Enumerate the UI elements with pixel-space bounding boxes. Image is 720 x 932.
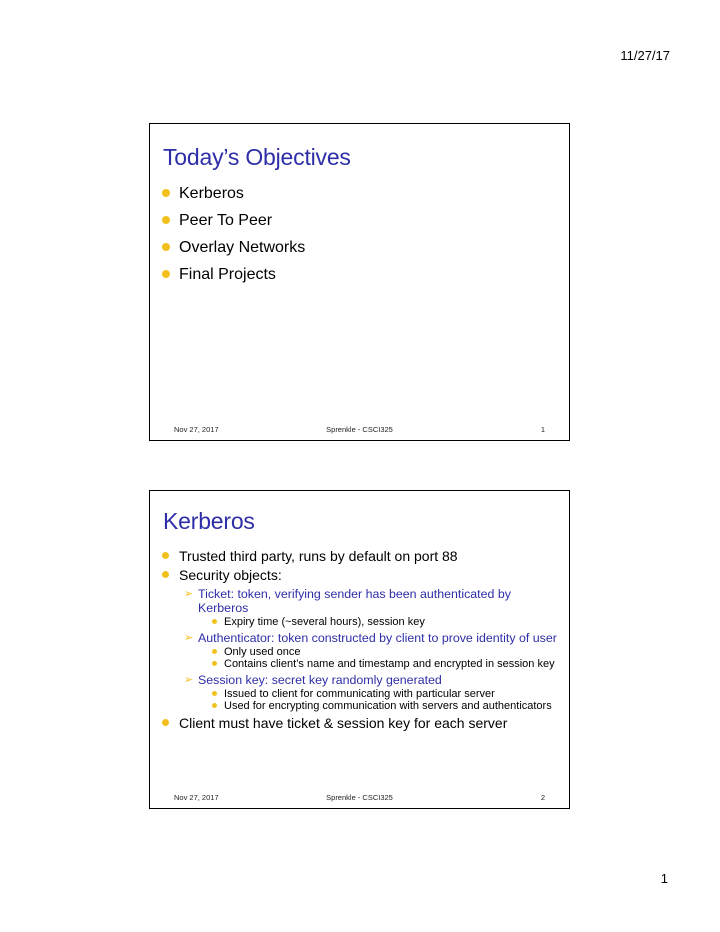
sub-sub-bullet: Used for encrypting communication with servers and authenticators <box>211 700 557 713</box>
sub-sub-list <box>211 688 557 713</box>
arrow-bullet-icon: ➢ <box>184 673 194 686</box>
slide-2 <box>149 490 570 809</box>
bullet-peer-to-peer: Peer To Peer <box>162 207 557 234</box>
sub-bullet-list <box>184 587 557 713</box>
page-date: 11/27/17 <box>620 48 670 63</box>
page-number: 1 <box>660 871 668 886</box>
sub-sub-bullet: Only used once <box>211 646 557 659</box>
sub-bullet-authenticator <box>184 631 557 671</box>
bullet-security-objects <box>162 566 557 713</box>
sub-bullet-text: Session key: secret key randomly generated <box>198 672 442 687</box>
bullet-trusted-third-party: Trusted third party, runs by default on port 88 <box>162 547 557 566</box>
bullet-list <box>162 180 557 288</box>
sub-sub-bullet: Issued to client for communicating with particular server <box>211 688 557 701</box>
bullet-overlay-networks: Overlay Networks <box>162 234 557 261</box>
footer-author: Sprenkle - CSCI325 <box>326 793 393 802</box>
footer-date: Nov 27, 2017 <box>174 793 219 802</box>
bullet-kerberos: Kerberos <box>162 180 557 207</box>
slide-title: Kerberos <box>163 508 255 534</box>
sub-bullet-text: Authenticator: token constructed by client to prove identity of user <box>198 630 557 645</box>
footer-author: Sprenkle - CSCI325 <box>326 425 393 434</box>
footer-slide-number: 1 <box>540 425 545 434</box>
sub-sub-bullet: Contains client’s name and timestamp and encrypted in session key <box>211 658 557 671</box>
bullet-label: Security objects: <box>179 567 282 583</box>
slide-footer <box>174 793 545 802</box>
sub-sub-list <box>211 646 557 671</box>
sub-bullet-ticket <box>184 587 557 629</box>
sub-bullet-text: Ticket: token, verifying sender has been authenticated by Kerberos <box>198 587 511 615</box>
arrow-bullet-icon: ➢ <box>184 588 194 600</box>
slide-1 <box>149 123 570 441</box>
bullet-list <box>162 547 557 733</box>
arrow-bullet-icon: ➢ <box>184 631 194 644</box>
footer-slide-number: 2 <box>540 793 545 802</box>
footer-date: Nov 27, 2017 <box>174 425 219 434</box>
bullet-final-projects: Final Projects <box>162 261 557 288</box>
sub-sub-bullet: Expiry time (~several hours), session key <box>211 616 557 629</box>
slide-title: Today’s Objectives <box>163 144 351 170</box>
sub-bullet-session-key <box>184 673 557 713</box>
sub-sub-list <box>211 616 557 629</box>
slide-footer <box>174 425 545 434</box>
bullet-client-ticket: Client must have ticket & session key for each server <box>162 714 557 733</box>
